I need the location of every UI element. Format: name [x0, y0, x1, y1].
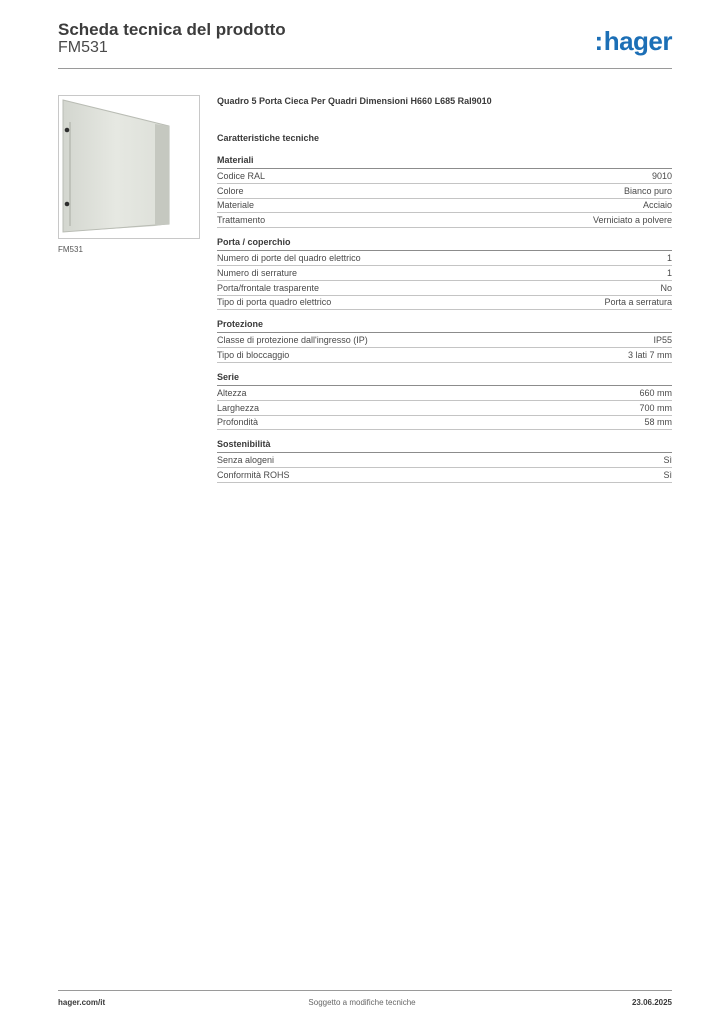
spec-label: Larghezza: [217, 402, 260, 413]
spec-value: Sì: [663, 470, 672, 481]
spec-value: 1: [666, 267, 672, 278]
spec-value: Acciaio: [642, 200, 672, 211]
spec-row: [217, 348, 672, 363]
spec-label: Codice RAL: [217, 170, 266, 181]
spec-row: [217, 184, 672, 199]
spec-row: [217, 386, 672, 401]
spec-value: 660 mm: [639, 387, 672, 398]
product-code: FM531: [58, 39, 108, 56]
spec-label: Altezza: [217, 387, 247, 398]
spec-value: Bianco puro: [623, 185, 672, 196]
spec-label: Classe di protezione dall'ingresso (IP): [217, 335, 368, 346]
spec-row: [217, 169, 672, 184]
spec-section: [217, 439, 672, 483]
spec-value: IP55: [653, 335, 672, 346]
spec-label: Colore: [217, 185, 244, 196]
spec-row: [217, 416, 672, 431]
spec-row: [217, 333, 672, 348]
section-title: Materiali: [217, 155, 672, 169]
spec-section: [217, 319, 672, 363]
specs-heading: Caratteristiche tecniche: [217, 133, 320, 143]
spec-section: [217, 372, 672, 430]
spec-value: 700 mm: [639, 402, 672, 413]
spec-row: [217, 199, 672, 214]
spec-row: [217, 266, 672, 281]
spec-section: [217, 155, 672, 228]
page-title: Scheda tecnica del prodotto: [58, 20, 286, 39]
spec-row: [217, 251, 672, 266]
spec-row: [217, 296, 672, 311]
spec-section: [217, 237, 672, 310]
spec-label: Numero di porte del quadro elettrico: [217, 253, 361, 264]
spec-value: No: [660, 282, 672, 293]
panel-door-image-icon: [59, 96, 199, 238]
spec-sections: [217, 155, 672, 483]
spec-label: Tipo di bloccaggio: [217, 350, 290, 361]
spec-label: Materiale: [217, 200, 255, 211]
spec-value: 3 lati 7 mm: [627, 350, 672, 361]
spec-label: Senza alogeni: [217, 455, 275, 466]
spec-label: Porta/frontale trasparente: [217, 282, 320, 293]
section-title: Sostenibilità: [217, 439, 672, 453]
spec-row: [217, 468, 672, 483]
spec-row: [217, 453, 672, 468]
header-divider: [58, 68, 672, 69]
spec-label: Tipo di porta quadro elettrico: [217, 297, 332, 308]
hager-logo[interactable]: [595, 26, 672, 56]
footer-date: 23.06.2025: [631, 998, 672, 1007]
product-image: [58, 95, 200, 239]
spec-sheet: [217, 96, 672, 492]
section-title: Serie: [217, 372, 672, 386]
spec-label: Conformità ROHS: [217, 470, 290, 481]
spec-row: [217, 213, 672, 228]
spec-value: 58 mm: [644, 417, 672, 428]
spec-value: Porta a serratura: [604, 297, 672, 308]
image-caption: FM531: [58, 245, 83, 254]
spec-value: 1: [666, 253, 672, 264]
section-title: Porta / coperchio: [217, 237, 672, 251]
spec-value: Verniciato a polvere: [592, 215, 672, 226]
product-title: Quadro 5 Porta Cieca Per Quadri Dimensioni H660 L685 Ral9010: [217, 96, 492, 106]
spec-value: 9010: [651, 170, 672, 181]
spec-row: [217, 401, 672, 416]
spec-label: Profondità: [217, 417, 259, 428]
spec-value: Sì: [663, 455, 672, 466]
logo-mark-icon: :: [594, 26, 603, 56]
spec-row: [217, 281, 672, 296]
footer-divider: [58, 990, 672, 991]
footer-note: Soggetto a modifiche tecniche: [308, 998, 416, 1007]
logo-text: hager: [603, 26, 672, 56]
section-title: Protezione: [217, 319, 672, 333]
spec-label: Numero di serrature: [217, 267, 298, 278]
footer-website-link[interactable]: hager.com/it: [58, 998, 106, 1007]
spec-label: Trattamento: [217, 215, 266, 226]
